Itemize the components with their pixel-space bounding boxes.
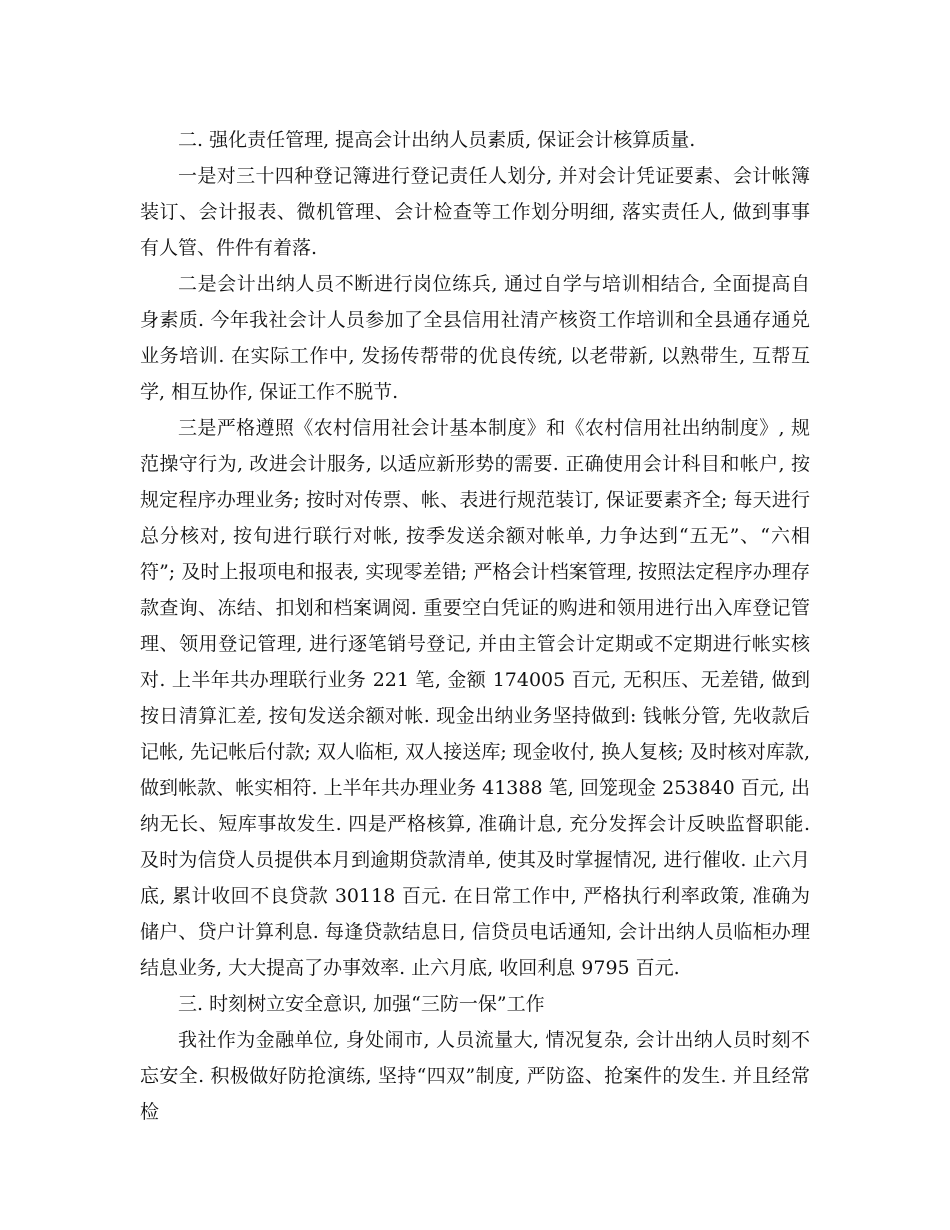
body-paragraph: 我社作为金融单位, 身处闹市, 人员流量大, 情况复杂, 会计出纳人员时刻不忘安全. 积极做好防抢演练, 坚持“四双”制度, 严防盗、抢案件的发生. 并且经常检 bbox=[140, 1029, 810, 1123]
section-heading-2: 二. 强化责任管理, 提高会计出纳人员素质, 保证会计核算质量. bbox=[178, 129, 696, 151]
body-paragraph: 三是严格遵照《农村信用社会计基本制度》和《农村信用社出纳制度》, 规范操守行为, 改进会计服务, 以适应新形势的需要. 正确使用会计科目和帐户, 按规定程序办理业务; 按时对传票、帐、表进行规范装订, 保证要素齐全; 每天进行总分核对, 按旬进行联行对帐, 按季发送余额对帐单, 力争达到“五无”、“六相符”; 及时上报项电和报表, 实现零差错; 严格会计档案管理, 按照法定程序办理存款查询、冻结、扣划和档案调阅. 重要空白凭证的购进和领用进行出入库登记管理、领用登记管理, 进行逐笔销号登记, 并由主管会计定期或不定期进行帐实核对. 上半年共办理联行业务 221 笔, 金额 174005 百元, 无积压、无差错, 做到按日清算汇差, 按旬发送余额对帐. 现金出纳业务坚持做到: 钱帐分管, 先收款后记帐, 先记帐后付款; 双人临柜, 双人接送库; 现金收付, 换人复核; 及时核对库款, 做到帐款、帐实相符. 上半年共办理业务 41388 笔, 回笼现金 253840 百元, 出纳无长、短库事故发生. 四是严格核算, 准确计息, 充分发挥会计反映监督职能. 及时为信贷人员提供本月到逾期贷款清单, 使其及时掌握情况, 进行催收. 止六月底, 累计收回不良贷款 30118 百元. 在日常工作中, 严格执行利率政策, 准确为储户、贷户计算利息. 每逢贷款结息日, 信贷员电话通知, 会计出纳人员临柜办理结息业务, 大大提高了办事效率. 止六月底, 收回利息 9795 百元. bbox=[140, 417, 810, 979]
body-paragraph: 二是会计出纳人员不断进行岗位练兵, 通过自学与培训相结合, 全面提高自身素质. 今年我社会计人员参加了全县信用社清产核资工作培训和全县通存通兑业务培训. 在实际工作中, 发扬传帮带的优良传统, 以老带新, 以熟带生, 互帮互学, 相互协作, 保证工作不脱节. bbox=[140, 273, 810, 403]
section-heading-3: 三. 时刻树立安全意识, 加强“三防一保”工作 bbox=[178, 993, 545, 1015]
body-paragraph: 一是对三十四种登记簿进行登记责任人划分, 并对会计凭证要素、会计帐簿装订、会计报表、微机管理、会计检查等工作划分明细, 落实责任人, 做到事事有人管、件件有着落. bbox=[140, 165, 810, 259]
document-body bbox=[140, 122, 810, 1130]
